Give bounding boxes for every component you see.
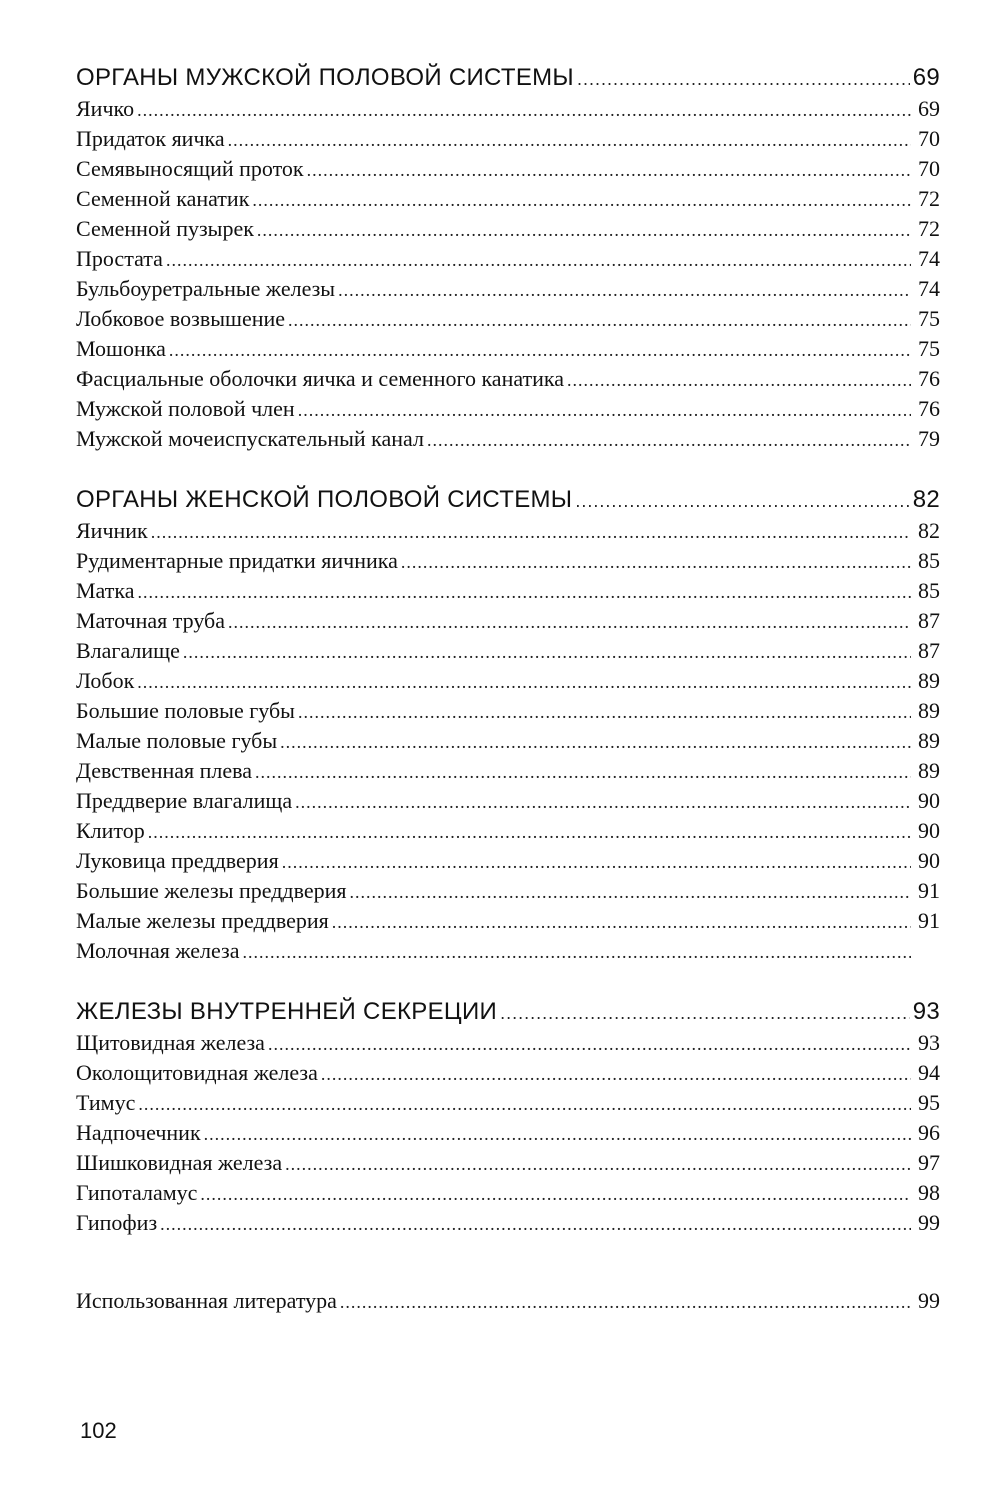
toc-entry-page: 98	[918, 1180, 940, 1205]
toc-entry-page: 90	[918, 848, 940, 873]
dot-leader	[332, 907, 911, 937]
toc-entry-page: 89	[918, 698, 940, 723]
toc-section-heading	[76, 62, 940, 94]
dot-leader	[307, 155, 911, 185]
toc-entry-title: Щитовидная железа	[76, 1030, 265, 1055]
dot-leader	[567, 365, 911, 395]
toc-entry-page: 97	[918, 1150, 940, 1175]
toc-entry	[76, 1028, 940, 1058]
toc-entry	[76, 816, 940, 846]
toc-entry	[76, 304, 940, 334]
toc-section-heading	[76, 996, 940, 1028]
toc-entry-title: Клитор	[76, 818, 145, 843]
toc-entry-page: 74	[918, 246, 940, 271]
toc-entry-page: 91	[918, 878, 940, 903]
dot-leader	[137, 95, 911, 125]
toc-entry-title: Влагалище	[76, 638, 180, 663]
toc-entry-title: Лобковое возвышение	[76, 306, 286, 331]
dot-leader	[295, 787, 911, 817]
toc-entry-page: 94	[918, 1060, 940, 1085]
toc-entry-page: 72	[918, 216, 940, 241]
toc-entry	[76, 1148, 940, 1178]
dot-leader	[350, 877, 911, 907]
dot-leader	[183, 637, 911, 667]
toc-entry-page: 75	[918, 306, 940, 331]
toc-entry-title: Девственная плева	[76, 758, 253, 783]
toc-entry	[76, 1058, 940, 1088]
toc-entry-page: 90	[918, 818, 940, 843]
toc-entry-page: 85	[918, 548, 940, 573]
dot-leader	[257, 215, 911, 245]
dot-leader	[169, 335, 911, 365]
toc-entry-title: Большие половые губы	[76, 698, 295, 723]
toc-entry	[76, 214, 940, 244]
toc-entry-title: Молочная железа	[76, 938, 240, 963]
toc-entry-page: 87	[918, 638, 940, 663]
toc-entry-title: Придаток яичка	[76, 126, 225, 151]
toc-entry-title: Использованная литература	[76, 1288, 337, 1313]
dot-leader	[160, 1209, 911, 1239]
dot-leader	[321, 1059, 911, 1089]
toc-entry	[76, 696, 940, 726]
dot-leader	[200, 1179, 911, 1209]
toc-section-endocrine	[76, 996, 940, 1238]
dot-leader	[228, 607, 911, 637]
dot-leader	[148, 817, 911, 847]
toc-entry-literature	[76, 1286, 940, 1316]
toc-entry-title: Матка	[76, 578, 135, 603]
toc-entry-page: 82	[918, 518, 940, 543]
toc-entry	[76, 636, 940, 666]
toc-entry	[76, 1088, 940, 1118]
dot-leader	[204, 1119, 911, 1149]
toc-entry	[76, 726, 940, 756]
toc-entry-title: Яичник	[76, 518, 148, 543]
dot-leader	[288, 305, 911, 335]
toc-entry	[76, 1208, 940, 1238]
toc-section-male	[76, 62, 940, 454]
toc-heading-page: 82	[912, 486, 940, 513]
toc-entry-title: Гипоталамус	[76, 1180, 198, 1205]
dot-leader	[282, 847, 911, 877]
dot-leader	[151, 517, 911, 547]
toc-entry-title: Шишковидная железа	[76, 1150, 283, 1175]
toc-entry-title: Малые половые губы	[76, 728, 278, 753]
toc-heading-title: ОРГАНЫ ЖЕНСКОЙ ПОЛОВОЙ СИСТЕМЫ	[76, 486, 573, 513]
dot-leader	[338, 275, 911, 305]
toc-entry-page: 89	[918, 758, 940, 783]
toc-entry-title: Преддверие влагалища	[76, 788, 293, 813]
toc-heading-page: 69	[912, 64, 940, 91]
toc-entry	[76, 936, 940, 966]
toc-entry-title: Бульбоуретральные железы	[76, 276, 336, 301]
toc-entry-title: Фасциальные оболочки яичка и семенного канатика	[76, 366, 565, 391]
toc-entry	[76, 124, 940, 154]
toc-entry-title: Надпочечник	[76, 1120, 201, 1145]
toc-entry-page: 95	[918, 1090, 940, 1115]
toc-entry	[76, 274, 940, 304]
toc-entry-title: Околощитовидная железа	[76, 1060, 318, 1085]
dot-leader	[401, 547, 911, 577]
toc-entry-page: 76	[918, 366, 940, 391]
toc-entry-page: 70	[918, 156, 940, 181]
page-number: 102	[80, 1418, 117, 1443]
toc-entry-title: Большие железы преддверия	[76, 878, 347, 903]
toc-entry-page: 72	[918, 186, 940, 211]
toc-entry-title: Малые железы преддверия	[76, 908, 329, 933]
toc-entry	[76, 1178, 940, 1208]
toc-entry-title: Тимус	[76, 1090, 136, 1115]
toc-entry-title: Яичко	[76, 96, 135, 121]
toc-entry-page: 89	[918, 728, 940, 753]
toc-entry	[76, 606, 940, 636]
toc-entry-title: Простата	[76, 246, 163, 271]
toc-entry-page: 96	[918, 1120, 940, 1145]
toc-entry-title: Мужской половой член	[76, 396, 295, 421]
toc-entry	[76, 424, 940, 454]
toc-entry-page: 89	[918, 668, 940, 693]
toc-entry	[76, 334, 940, 364]
toc-entry	[76, 846, 940, 876]
dot-leader	[280, 727, 911, 757]
toc-entry-title: Семявыносящий проток	[76, 156, 304, 181]
dot-leader	[285, 1149, 911, 1179]
toc-entry	[76, 184, 940, 214]
toc-entry-page: 79	[918, 426, 940, 451]
toc-entry	[76, 756, 940, 786]
dot-leader	[228, 125, 911, 155]
toc-entry-title: Семенной канатик	[76, 186, 250, 211]
toc-entry-page: 99	[918, 1288, 940, 1313]
dot-leader	[138, 1089, 911, 1119]
dot-leader	[138, 577, 912, 607]
toc-entry-page: 90	[918, 788, 940, 813]
table-of-contents	[76, 62, 940, 1316]
toc-entry	[76, 786, 940, 816]
toc-entry-title: Маточная труба	[76, 608, 225, 633]
toc-entry	[76, 244, 940, 274]
dot-leader	[500, 997, 910, 1029]
toc-entry-page: 69	[918, 96, 940, 121]
toc-entry	[76, 906, 940, 936]
toc-entry-page: 70	[918, 126, 940, 151]
dot-leader	[166, 245, 911, 275]
toc-entry	[76, 666, 940, 696]
toc-entry	[76, 154, 940, 184]
toc-entry-title: Рудиментарные придатки яичника	[76, 548, 398, 573]
toc-entry-title: Гипофиз	[76, 1210, 158, 1235]
toc-entry-page: 99	[918, 1210, 940, 1235]
toc-heading-page: 93	[912, 998, 940, 1025]
toc-entry-page: 87	[918, 608, 940, 633]
dot-leader	[243, 937, 912, 967]
dot-leader	[577, 63, 910, 95]
dot-leader	[340, 1287, 911, 1317]
toc-entry-page: 93	[918, 1030, 940, 1055]
toc-entry-page: 76	[918, 396, 940, 421]
dot-leader	[252, 185, 911, 215]
toc-heading-title: ОРГАНЫ МУЖСКОЙ ПОЛОВОЙ СИСТЕМЫ	[76, 64, 574, 91]
toc-entry	[76, 876, 940, 906]
dot-leader	[298, 697, 911, 727]
toc-section-female	[76, 484, 940, 966]
toc-entry	[76, 516, 940, 546]
toc-entry	[76, 364, 940, 394]
toc-section-heading	[76, 484, 940, 516]
dot-leader	[268, 1029, 911, 1059]
toc-entry-page: 75	[918, 336, 940, 361]
toc-entry-page: 91	[918, 908, 940, 933]
dot-leader	[298, 395, 911, 425]
dot-leader	[255, 757, 911, 787]
toc-entry	[76, 94, 940, 124]
toc-heading-title: ЖЕЛЕЗЫ ВНУТРЕННЕЙ СЕКРЕЦИИ	[76, 998, 498, 1025]
dot-leader	[575, 485, 909, 517]
toc-entry-title: Мужской мочеиспускательный канал	[76, 426, 424, 451]
toc-entry-title: Лобок	[76, 668, 135, 693]
dot-leader	[427, 425, 911, 455]
toc-entry	[76, 576, 940, 606]
toc-entry-title: Семенной пузырек	[76, 216, 254, 241]
toc-entry-page: 74	[918, 276, 940, 301]
toc-entry	[76, 394, 940, 424]
toc-entry	[76, 546, 940, 576]
toc-entry-title: Луковица преддверия	[76, 848, 279, 873]
toc-entry-page: 85	[918, 578, 940, 603]
toc-entry-title: Мошонка	[76, 336, 166, 361]
dot-leader	[137, 667, 911, 697]
toc-entry	[76, 1118, 940, 1148]
toc-section-literature	[76, 1286, 940, 1316]
